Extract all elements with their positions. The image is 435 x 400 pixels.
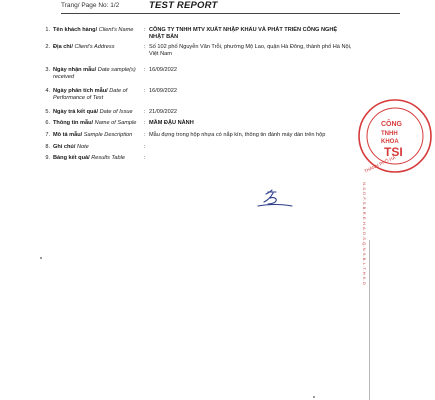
svg-text:TNHH: TNHH — [381, 131, 398, 137]
field-label: Ngày trả kết quả/ Date of Issue — [53, 109, 133, 115]
svg-text:THÀNH PHỐ HÀ: THÀNH PHỐ HÀ — [363, 154, 397, 174]
field-label: Địa chỉ/ Client's Address — [53, 44, 115, 50]
field-number: 3. — [45, 67, 50, 73]
field-number: 9. — [45, 155, 50, 161]
field-label: Tên khách hàng/ Client's Name — [53, 27, 134, 33]
field-value: Số 102 phố Nguyễn Văn Trỗi, phường Mộ Lao, quận Hà Đông, thành phố Hà Nội, Việt Nam — [149, 44, 352, 58]
field-label: Ghi chú/ Note — [53, 144, 89, 150]
field-label: Ngày nhận mẫu/ Date sample(s) received — [53, 67, 136, 81]
field-value: 16/09/2022 — [149, 67, 177, 73]
field-value: 21/09/2022 — [149, 109, 177, 115]
report-title: TEST REPORT — [149, 0, 218, 11]
field-number: 6. — [45, 120, 50, 126]
field-number: 4. — [45, 88, 50, 94]
field-label: Thông tin mẫu/ Name of Sample — [53, 120, 137, 126]
svg-text:CÔNG: CÔNG — [381, 121, 402, 128]
company-seal-stamp — [355, 96, 435, 176]
field-number: 7. — [45, 132, 50, 138]
field-label: Ngày phân tích mẫu/ Date of Performance of Test — [53, 88, 128, 102]
svg-text:TSI: TSI — [384, 145, 403, 159]
field-value: 16/09/2022 — [149, 88, 177, 94]
signature-icon — [246, 184, 302, 212]
scan-dot — [40, 257, 42, 259]
field-value: MẦM ĐẬU NÀNH — [149, 120, 194, 126]
security-edge-print: N.S.D.F.S.B.R.E.H.A.D.S.Q.N.S.B.L.T.H.K.O — [362, 182, 367, 286]
field-value: Mẫu đựng trong hộp nhựa có nắp kín, thông tin đánh máy dán trên hộp — [149, 132, 326, 138]
test-report-page: Trang/ Page No: 1/2 TEST REPORT 1. Tên khách hàng/ Client's Name : CÔNG TY TNHH MTV XUẤT NHẬP KHẨU VÀ PHÁT TRIỂN CÔNG NGHỆ NHẬT BẢN 2. Địa chỉ/ Client's Address : Số 102 phố Nguyễn Văn Trỗi, phường Mộ Lao, quận Hà Đông, thành phố Hà Nội, Việt Nam 3. Ngày nhận mẫu/ Date sample(s) received : 16/09/2022 4. Ngày phân tích mẫu/ Date of Performance of Test : 16/09/2022 5. Ngày trả kết quả/ Date of Issue : 21/09/2022 6. Thông tin mẫu/ Name of Sample : MẦM ĐẬU NÀNH 7. Mô tả mẫu/ Sample Description : Mẫu đựng trong hộp nhựa có nắp kín, thông tin đánh máy dán trên hộp 8. Ghi chú/ Note : 9. Bảng kết quả/ Results Table : CÔNG TNHH KHOA TSI THÀNH PHỐ HÀ N.S.D.F.S.B.R.E.H.A.D.S.Q.N.S.B.L.T.H.K.O — [0, 0, 400, 400]
field-number: 2. — [45, 44, 50, 50]
field-value: CÔNG TY TNHH MTV XUẤT NHẬP KHẨU VÀ PHÁT TRIỂN CÔNG NGHỆ NHẬT BẢN — [149, 27, 338, 41]
field-number: 1. — [45, 27, 50, 33]
edge-line — [369, 240, 370, 400]
header-rule — [61, 13, 400, 14]
field-number: 5. — [45, 109, 50, 115]
field-label: Bảng kết quả/ Results Table — [53, 155, 125, 161]
page-number: Trang/ Page No: 1/2 — [61, 2, 120, 9]
scan-dot — [313, 396, 315, 398]
field-number: 8. — [45, 144, 50, 150]
field-label: Mô tả mẫu/ Sample Description — [53, 132, 133, 138]
svg-text:KHOA: KHOA — [381, 139, 399, 145]
